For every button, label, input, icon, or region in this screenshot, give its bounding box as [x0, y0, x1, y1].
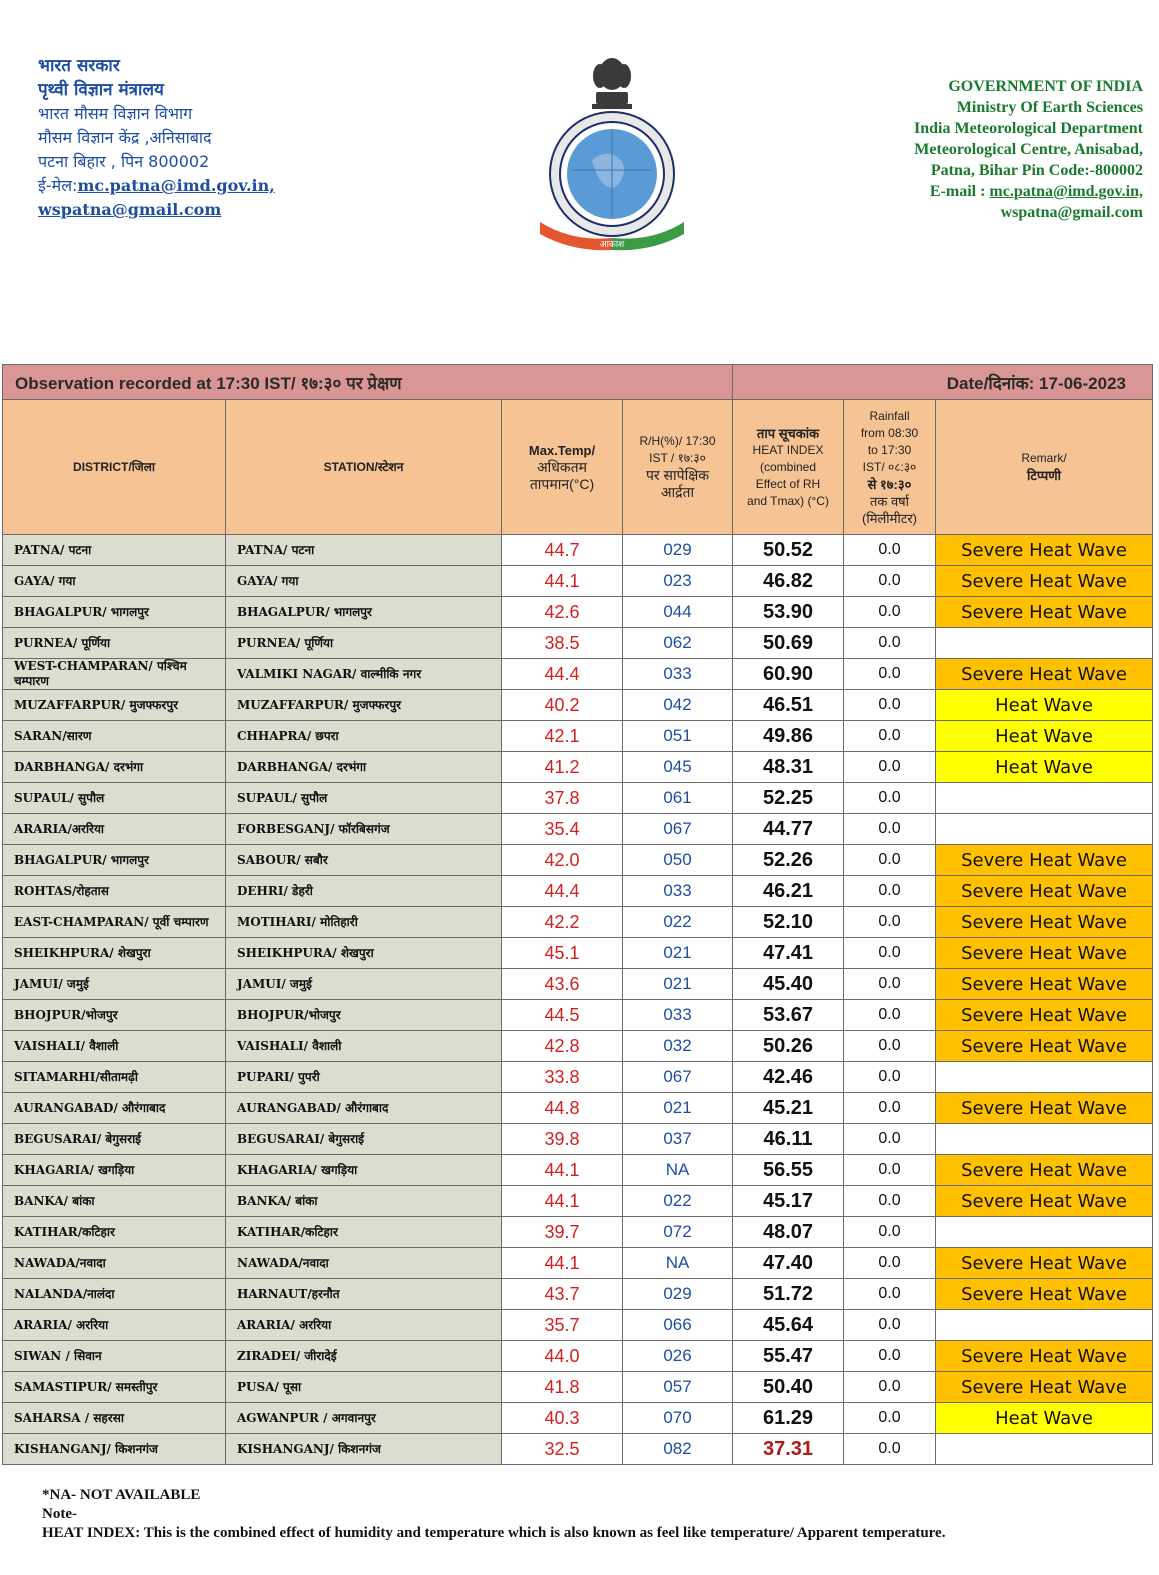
govt-english: GOVERNMENT OF INDIA: [948, 78, 1143, 95]
heat-index-cell: 46.82: [733, 566, 844, 597]
station-cell: SABOUR/ सबौर: [226, 845, 502, 876]
tmax-cell: 37.8: [502, 783, 623, 814]
table-row: [3, 845, 1153, 876]
header-left-block: [38, 54, 368, 222]
rainfall-cell: 0.0: [844, 1093, 936, 1124]
tmax-cell: 41.2: [502, 752, 623, 783]
station-cell: PUSA/ पूसा: [226, 1372, 502, 1403]
district-cell: SAMASTIPUR/ समस्तीपुर: [3, 1372, 226, 1403]
heat-index-cell: 45.64: [733, 1310, 844, 1341]
remark-cell: [936, 1310, 1153, 1341]
district-cell: BANKA/ बांका: [3, 1186, 226, 1217]
station-cell: FORBESGANJ/ फॉरबिसगंज: [226, 814, 502, 845]
rainfall-cell: 0.0: [844, 1372, 936, 1403]
rainfall-cell: 0.0: [844, 1279, 936, 1310]
rh-cell: 032: [623, 1031, 733, 1062]
rh-cell: 022: [623, 1186, 733, 1217]
table-row: [3, 752, 1153, 783]
district-cell: ARARIA/अररिया: [3, 814, 226, 845]
rainfall-cell: 0.0: [844, 1341, 936, 1372]
district-cell: BEGUSARAI/ बेगुसराई: [3, 1124, 226, 1155]
note-na: *NA- NOT AVAILABLE: [42, 1487, 201, 1503]
tmax-cell: 40.2: [502, 690, 623, 721]
remark-cell: [936, 1062, 1153, 1093]
station-cell: PATNA/ पटना: [226, 535, 502, 566]
rh-cell: 037: [623, 1124, 733, 1155]
table-row: [3, 907, 1153, 938]
rainfall-cell: 0.0: [844, 597, 936, 628]
header-right-block: [823, 76, 1143, 223]
remark-cell: Severe Heat Wave: [936, 597, 1153, 628]
rainfall-cell: 0.0: [844, 907, 936, 938]
svg-text:आकाश: आकाश: [599, 240, 625, 250]
heat-index-cell: 45.21: [733, 1093, 844, 1124]
district-cell: VAISHALI/ वैशाली: [3, 1031, 226, 1062]
rainfall-cell: 0.0: [844, 969, 936, 1000]
tmax-cell: 43.6: [502, 969, 623, 1000]
remark-cell: Severe Heat Wave: [936, 1186, 1153, 1217]
station-cell: BANKA/ बांका: [226, 1186, 502, 1217]
station-cell: NAWADA/नवादा: [226, 1248, 502, 1279]
remark-cell: Severe Heat Wave: [936, 659, 1153, 690]
rh-cell: 021: [623, 938, 733, 969]
station-cell: DARBHANGA/ दरभंगा: [226, 752, 502, 783]
table-row: [3, 597, 1153, 628]
remark-cell: Severe Heat Wave: [936, 1093, 1153, 1124]
heat-index-cell: 46.51: [733, 690, 844, 721]
tmax-cell: 44.1: [502, 566, 623, 597]
station-cell: GAYA/ गया: [226, 566, 502, 597]
heat-index-cell: 50.52: [733, 535, 844, 566]
email-label-english: E-mail :: [929, 183, 990, 200]
remark-cell: Heat Wave: [936, 752, 1153, 783]
heat-index-cell: 48.07: [733, 1217, 844, 1248]
note-heat-index: HEAT INDEX: This is the combined effect of humidity and temperature which is also known as feel like temperature/ Apparent temperature.: [42, 1525, 946, 1541]
email-link-english-2[interactable]: wspatna@gmail.com: [1000, 204, 1143, 221]
ministry-hindi: पृथ्वी विज्ञान मंत्रालय: [38, 80, 164, 100]
table-row: [3, 1248, 1153, 1279]
table-row: [3, 1403, 1153, 1434]
notes-block: [42, 1486, 945, 1543]
table-row: [3, 1031, 1153, 1062]
heat-index-cell: 44.77: [733, 814, 844, 845]
remark-cell: [936, 628, 1153, 659]
heat-index-cell: 45.40: [733, 969, 844, 1000]
rainfall-cell: 0.0: [844, 752, 936, 783]
rainfall-cell: 0.0: [844, 1434, 936, 1465]
tmax-cell: 44.5: [502, 1000, 623, 1031]
remark-cell: [936, 1434, 1153, 1465]
remark-cell: Heat Wave: [936, 721, 1153, 752]
department-english: India Meteorological Department: [914, 120, 1143, 137]
rainfall-cell: 0.0: [844, 1124, 936, 1155]
remark-cell: Severe Heat Wave: [936, 1155, 1153, 1186]
department-hindi: भारत मौसम विज्ञान विभाग: [38, 104, 193, 123]
rainfall-cell: 0.0: [844, 690, 936, 721]
heat-index-cell: 56.55: [733, 1155, 844, 1186]
rh-cell: 067: [623, 1062, 733, 1093]
rainfall-cell: 0.0: [844, 628, 936, 659]
district-cell: ROHTAS/रोहतास: [3, 876, 226, 907]
district-cell: SARAN/सारण: [3, 721, 226, 752]
tmax-cell: 45.1: [502, 938, 623, 969]
station-cell: SHEIKHPURA/ शेखपुरा: [226, 938, 502, 969]
rh-cell: 026: [623, 1341, 733, 1372]
table-row: [3, 1434, 1153, 1465]
rainfall-cell: 0.0: [844, 876, 936, 907]
rh-cell: 022: [623, 907, 733, 938]
district-cell: JAMUI/ जमुई: [3, 969, 226, 1000]
rainfall-cell: 0.0: [844, 1155, 936, 1186]
table-row: [3, 1341, 1153, 1372]
email-link-1[interactable]: mc.patna@imd.gov.in,: [77, 176, 275, 195]
rh-cell: NA: [623, 1248, 733, 1279]
tmax-cell: 35.7: [502, 1310, 623, 1341]
table-row: [3, 969, 1153, 1000]
rainfall-cell: 0.0: [844, 1186, 936, 1217]
remark-cell: Severe Heat Wave: [936, 1248, 1153, 1279]
heat-index-cell: 50.40: [733, 1372, 844, 1403]
remark-cell: Heat Wave: [936, 690, 1153, 721]
remark-cell: Severe Heat Wave: [936, 907, 1153, 938]
email-link-english-1[interactable]: mc.patna@imd.gov.in,: [989, 183, 1143, 200]
station-cell: DEHRI/ डेहरी: [226, 876, 502, 907]
remark-cell: Severe Heat Wave: [936, 1341, 1153, 1372]
district-cell: AURANGABAD/ औरंगाबाद: [3, 1093, 226, 1124]
rainfall-cell: 0.0: [844, 721, 936, 752]
station-cell: ARARIA/ अररिया: [226, 1310, 502, 1341]
tmax-cell: 39.7: [502, 1217, 623, 1248]
table-row: [3, 1155, 1153, 1186]
tmax-cell: 42.6: [502, 597, 623, 628]
table-row: [3, 938, 1153, 969]
district-cell: WEST-CHAMPARAN/ पश्चिम चम्पारण: [3, 659, 226, 690]
table-row: [3, 1372, 1153, 1403]
tmax-cell: 38.5: [502, 628, 623, 659]
heat-index-cell: 46.21: [733, 876, 844, 907]
heat-index-cell: 46.11: [733, 1124, 844, 1155]
station-cell: SUPAUL/ सुपौल: [226, 783, 502, 814]
district-cell: GAYA/ गया: [3, 566, 226, 597]
table-row: [3, 628, 1153, 659]
district-cell: SUPAUL/ सुपौल: [3, 783, 226, 814]
col-header-rainfall: Rainfall from 08:30 to 17:30 IST/ ०८:३० से १७:३० तक वर्षा (मिलीमीटर): [844, 400, 936, 535]
col-header-district: DISTRICT/जिला: [3, 400, 226, 535]
district-cell: NALANDA/नालंदा: [3, 1279, 226, 1310]
district-cell: NAWADA/नवादा: [3, 1248, 226, 1279]
station-cell: VAISHALI/ वैशाली: [226, 1031, 502, 1062]
rh-cell: 033: [623, 659, 733, 690]
tmax-cell: 35.4: [502, 814, 623, 845]
station-cell: KATIHAR/कटिहार: [226, 1217, 502, 1248]
rainfall-cell: 0.0: [844, 1031, 936, 1062]
centre-english: Meteorological Centre, Anisabad,: [914, 141, 1143, 158]
station-cell: HARNAUT/हरनौत: [226, 1279, 502, 1310]
station-cell: AGWANPUR / अगवानपुर: [226, 1403, 502, 1434]
ashoka-emblem-icon: [592, 58, 632, 109]
remark-cell: Severe Heat Wave: [936, 845, 1153, 876]
rh-cell: 067: [623, 814, 733, 845]
tmax-cell: 44.8: [502, 1093, 623, 1124]
remark-cell: [936, 1124, 1153, 1155]
col-header-tmax: Max.Temp/ अधिकतम तापमान(°C): [502, 400, 623, 535]
station-cell: CHHAPRA/ छपरा: [226, 721, 502, 752]
remark-cell: Severe Heat Wave: [936, 566, 1153, 597]
col-header-heat-index: ताप सूचकांक HEAT INDEX (combined Effect of RH and Tmax) (°C): [733, 400, 844, 535]
rainfall-cell: 0.0: [844, 1000, 936, 1031]
tmax-cell: 42.2: [502, 907, 623, 938]
heat-index-cell: 45.17: [733, 1186, 844, 1217]
station-cell: BHOJPUR/भोजपुर: [226, 1000, 502, 1031]
station-cell: PUPARI/ पुपरी: [226, 1062, 502, 1093]
remark-cell: Heat Wave: [936, 1403, 1153, 1434]
table-row: [3, 1279, 1153, 1310]
district-cell: SITAMARHI/सीतामढ़ी: [3, 1062, 226, 1093]
rh-cell: 044: [623, 597, 733, 628]
tmax-cell: 44.1: [502, 1186, 623, 1217]
email-label-hindi: ई-मेल:: [38, 176, 78, 195]
tmax-cell: 44.1: [502, 1248, 623, 1279]
rh-cell: 021: [623, 1093, 733, 1124]
email-link-2[interactable]: wspatna@gmail.com: [38, 200, 222, 219]
address-hindi: पटना बिहार , पिन 800002: [38, 152, 210, 171]
heat-index-cell: 50.26: [733, 1031, 844, 1062]
district-cell: PATNA/ पटना: [3, 535, 226, 566]
tmax-cell: 42.0: [502, 845, 623, 876]
observation-title: Observation recorded at 17:30 IST/ १७:३० पर प्रेक्षण: [3, 365, 733, 400]
heat-index-cell: 47.40: [733, 1248, 844, 1279]
table-row: [3, 1000, 1153, 1031]
col-header-rh: R/H(%)/ 17:30 IST / १७:३० पर सापेक्षिक आर्द्रता: [623, 400, 733, 535]
rh-cell: 070: [623, 1403, 733, 1434]
heat-index-cell: 53.90: [733, 597, 844, 628]
rh-cell: 023: [623, 566, 733, 597]
table-row: [3, 1217, 1153, 1248]
district-cell: BHAGALPUR/ भागलपुर: [3, 845, 226, 876]
remark-cell: [936, 783, 1153, 814]
remark-cell: Severe Heat Wave: [936, 1031, 1153, 1062]
station-cell: BHAGALPUR/ भागलपुर: [226, 597, 502, 628]
district-cell: PURNEA/ पूर्णिया: [3, 628, 226, 659]
rh-cell: 050: [623, 845, 733, 876]
heat-index-cell: 55.47: [733, 1341, 844, 1372]
tmax-cell: 44.4: [502, 876, 623, 907]
district-cell: KHAGARIA/ खगड़िया: [3, 1155, 226, 1186]
tmax-cell: 32.5: [502, 1434, 623, 1465]
tmax-cell: 41.8: [502, 1372, 623, 1403]
remark-cell: Severe Heat Wave: [936, 938, 1153, 969]
table-row: [3, 690, 1153, 721]
heat-index-cell: 60.90: [733, 659, 844, 690]
station-cell: JAMUI/ जमुई: [226, 969, 502, 1000]
table-row: [3, 1062, 1153, 1093]
rh-cell: 066: [623, 1310, 733, 1341]
district-cell: DARBHANGA/ दरभंगा: [3, 752, 226, 783]
rh-cell: 029: [623, 535, 733, 566]
heat-index-cell: 49.86: [733, 721, 844, 752]
col-header-station: STATION/स्टेशन: [226, 400, 502, 535]
rh-cell: NA: [623, 1155, 733, 1186]
observation-bar: [3, 365, 1153, 400]
district-cell: ARARIA/ अररिया: [3, 1310, 226, 1341]
address-english: Patna, Bihar Pin Code:-800002: [930, 162, 1143, 179]
heat-index-cell: 37.31: [733, 1434, 844, 1465]
table-row: [3, 566, 1153, 597]
rainfall-cell: 0.0: [844, 783, 936, 814]
remark-cell: [936, 1217, 1153, 1248]
tmax-cell: 40.3: [502, 1403, 623, 1434]
col-header-remark: Remark/ टिप्पणी: [936, 400, 1153, 535]
station-cell: PURNEA/ पूर्णिया: [226, 628, 502, 659]
rainfall-cell: 0.0: [844, 1310, 936, 1341]
station-cell: AURANGABAD/ औरंगाबाद: [226, 1093, 502, 1124]
rainfall-cell: 0.0: [844, 566, 936, 597]
note-label: Note-: [42, 1506, 77, 1522]
govt-hindi: भारत सरकार: [38, 56, 120, 76]
station-cell: VALMIKI NAGAR/ वाल्मीकि नगर: [226, 659, 502, 690]
table-row: [3, 1124, 1153, 1155]
station-cell: KISHANGANJ/ किशनगंज: [226, 1434, 502, 1465]
rainfall-cell: 0.0: [844, 1403, 936, 1434]
observation-date: Date/दिनांक: 17-06-2023: [733, 365, 1153, 400]
rh-cell: 051: [623, 721, 733, 752]
table-row: [3, 814, 1153, 845]
remark-cell: Severe Heat Wave: [936, 969, 1153, 1000]
tmax-cell: 44.4: [502, 659, 623, 690]
tmax-cell: 44.1: [502, 1155, 623, 1186]
heat-index-cell: 50.69: [733, 628, 844, 659]
remark-cell: Severe Heat Wave: [936, 1000, 1153, 1031]
district-cell: EAST-CHAMPARAN/ पूर्वी चम्पारण: [3, 907, 226, 938]
rh-cell: 072: [623, 1217, 733, 1248]
heat-index-cell: 53.67: [733, 1000, 844, 1031]
rainfall-cell: 0.0: [844, 1248, 936, 1279]
heat-index-cell: 51.72: [733, 1279, 844, 1310]
station-cell: MOTIHARI/ मोतिहारी: [226, 907, 502, 938]
rainfall-cell: 0.0: [844, 814, 936, 845]
table-row: [3, 783, 1153, 814]
tmax-cell: 33.8: [502, 1062, 623, 1093]
district-cell: SIWAN / सिवान: [3, 1341, 226, 1372]
heat-observation-table: [2, 364, 1153, 1465]
table-row: [3, 1310, 1153, 1341]
remark-cell: Severe Heat Wave: [936, 535, 1153, 566]
heat-index-cell: 61.29: [733, 1403, 844, 1434]
station-cell: BEGUSARAI/ बेगुसराई: [226, 1124, 502, 1155]
rh-cell: 042: [623, 690, 733, 721]
remark-cell: Severe Heat Wave: [936, 1279, 1153, 1310]
tmax-cell: 44.0: [502, 1341, 623, 1372]
rainfall-cell: 0.0: [844, 845, 936, 876]
district-cell: MUZAFFARPUR/ मुजफ्फरपुर: [3, 690, 226, 721]
remark-cell: Severe Heat Wave: [936, 1372, 1153, 1403]
table-row: [3, 721, 1153, 752]
rh-cell: 033: [623, 1000, 733, 1031]
rainfall-cell: 0.0: [844, 938, 936, 969]
table-body: [3, 535, 1153, 1465]
heat-index-cell: 42.46: [733, 1062, 844, 1093]
rh-cell: 082: [623, 1434, 733, 1465]
rh-cell: 033: [623, 876, 733, 907]
tmax-cell: 42.1: [502, 721, 623, 752]
remark-cell: Severe Heat Wave: [936, 876, 1153, 907]
rh-cell: 029: [623, 1279, 733, 1310]
heat-index-cell: 52.25: [733, 783, 844, 814]
rh-cell: 062: [623, 628, 733, 659]
district-cell: KATIHAR/कटिहार: [3, 1217, 226, 1248]
tmax-cell: 42.8: [502, 1031, 623, 1062]
district-cell: BHAGALPUR/ भागलपुर: [3, 597, 226, 628]
tmax-cell: 39.8: [502, 1124, 623, 1155]
table-row: [3, 659, 1153, 690]
station-cell: ZIRADEI/ जीरादेई: [226, 1341, 502, 1372]
imd-emblem-logo: [532, 52, 692, 252]
tmax-cell: 43.7: [502, 1279, 623, 1310]
heat-index-cell: 47.41: [733, 938, 844, 969]
table-row: [3, 876, 1153, 907]
rh-cell: 021: [623, 969, 733, 1000]
table-header-row: [3, 400, 1153, 535]
rh-cell: 057: [623, 1372, 733, 1403]
district-cell: SHEIKHPURA/ शेखपुरा: [3, 938, 226, 969]
remark-cell: [936, 814, 1153, 845]
station-cell: MUZAFFARPUR/ मुजफ्फरपुर: [226, 690, 502, 721]
district-cell: BHOJPUR/भोजपुर: [3, 1000, 226, 1031]
tmax-cell: 44.7: [502, 535, 623, 566]
station-cell: KHAGARIA/ खगड़िया: [226, 1155, 502, 1186]
rainfall-cell: 0.0: [844, 1217, 936, 1248]
ministry-english: Ministry Of Earth Sciences: [956, 99, 1143, 116]
rh-cell: 045: [623, 752, 733, 783]
centre-hindi: मौसम विज्ञान केंद्र ,अनिसाबाद: [38, 128, 212, 147]
rh-cell: 061: [623, 783, 733, 814]
table-row: [3, 1093, 1153, 1124]
rainfall-cell: 0.0: [844, 659, 936, 690]
table-row: [3, 535, 1153, 566]
district-cell: SAHARSA / सहरसा: [3, 1403, 226, 1434]
heat-index-cell: 52.26: [733, 845, 844, 876]
rainfall-cell: 0.0: [844, 1062, 936, 1093]
rainfall-cell: 0.0: [844, 535, 936, 566]
district-cell: KISHANGANJ/ किशनगंज: [3, 1434, 226, 1465]
heat-index-cell: 48.31: [733, 752, 844, 783]
table-row: [3, 1186, 1153, 1217]
heat-index-cell: 52.10: [733, 907, 844, 938]
